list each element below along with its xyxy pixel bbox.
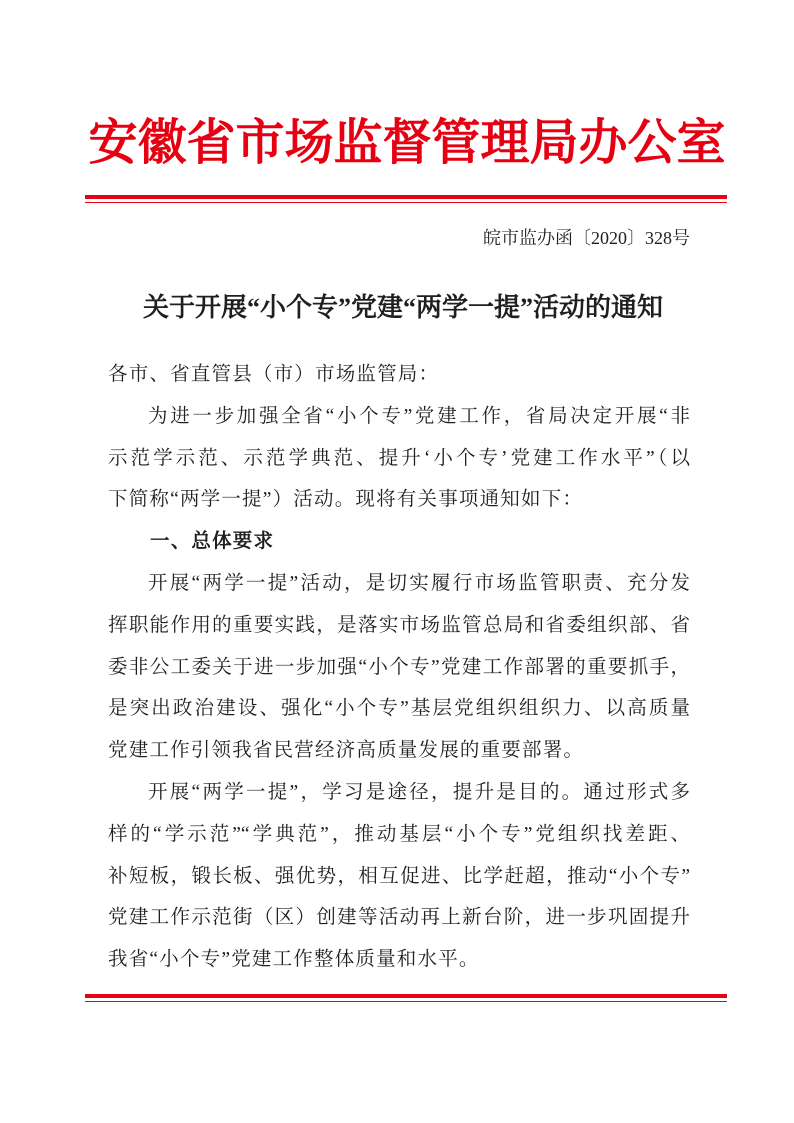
document-number: 皖市监办函〔2020〕328号 [483,228,690,248]
notice-title: 关于开展“小个专”党建“两学一提”活动的通知 [142,293,663,322]
paragraph-line: 是突出政治建设、强化“小个专”基层党组织组织力、以高质量 [108,698,690,720]
footer-red-rule-thick [85,994,727,998]
paragraph-line: 党建工作示范街（区）创建等活动再上新台阶，进一步巩固提升 [108,907,690,929]
footer-red-rule-thin [85,1001,727,1002]
paragraph-line: 样的“学示范”“学典范”，推动基层“小个专”党组织找差距、 [108,823,690,845]
paragraph-line: 开展“两学一提”，学习是途径，提升是目的。通过形式多 [148,781,690,803]
paragraph-line: 补短板，锻长板、强优势，相互促进、比学赶超，推动“小个专” [108,865,690,887]
salutation: 各市、省直管县（市）市场监管局： [108,364,440,385]
paragraph-line: 开展“两学一提”活动，是切实履行市场监管职责、充分发 [148,572,690,594]
paragraph-line: 党建工作引领我省民营经济高质量发展的重要部署。 [108,740,585,762]
paragraph-1 [108,396,690,521]
paragraph-2 [108,563,690,772]
org-title: 安徽省市场监督管理局办公室 [88,115,726,170]
paragraph-3 [108,772,690,981]
paragraph-line: 我省“小个专”党建工作整体质量和水平。 [108,949,480,971]
paragraph-line: 委非公工委关于进一步加强“小个专”党建工作部署的重要抓手， [108,656,690,678]
paragraph-line: 示范学示范、示范学典范、提升‘小个专’党建工作水平”（以 [108,447,690,469]
section-heading: 一、总体要求 [150,530,275,553]
notice-body [108,354,690,981]
paragraph-line: 为进一步加强全省“小个专”党建工作，省局决定开展“非 [148,405,690,427]
paragraph-line: 挥职能作用的重要实践，是落实市场监管总局和省委组织部、省 [108,614,690,636]
paragraph-line: 下简称“两学一提”）活动。现将有关事项通知如下： [108,489,584,511]
header-red-rule-thin [85,202,727,203]
header-red-rule-thick [85,195,727,199]
